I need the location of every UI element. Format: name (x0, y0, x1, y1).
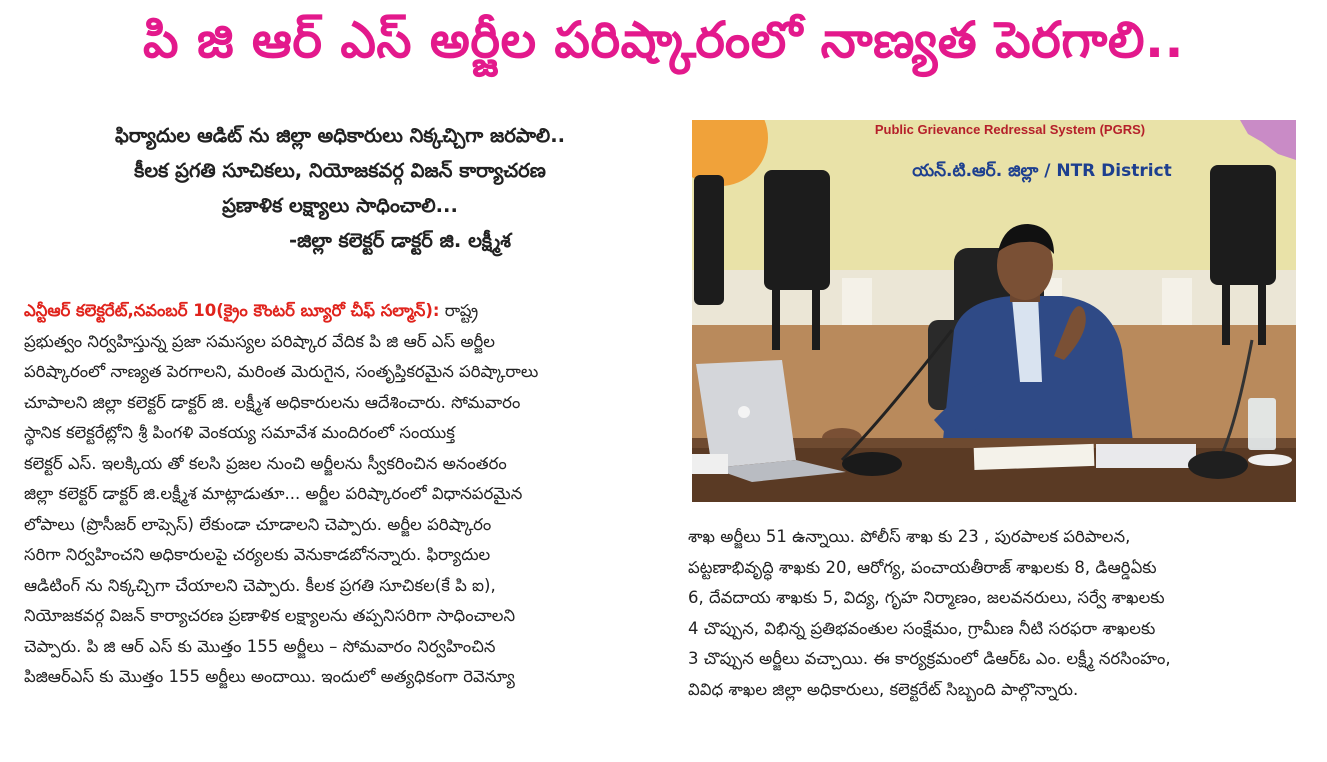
body-line: శాఖ అర్జీలు 51 ఉన్నాయి. పోలీస్ శాఖ కు 23 , పురపాలక పరిపాలన, (688, 527, 1131, 546)
body-line: పరిష్కారంలో నాణ్యత పెరగాలని, మరింత మెరుగైన, సంతృప్తికరమైన పరిష్కారాలు (24, 362, 539, 381)
photo-water-glass (1248, 398, 1276, 450)
news-photo (692, 120, 1296, 502)
photo-papers (1096, 444, 1196, 468)
body-line: 6, దేవదాయ శాఖకు 5, విద్య, గృహ నిర్మాణం, జలవనరులు, సర్వే శాఖలకు (688, 588, 1165, 607)
body-line: కలెక్టర్ ఎస్. ఇలక్కియ తో కలసి ప్రజల నుంచి అర్జీలను స్వీకరించిన అనంతరం (24, 453, 507, 473)
photo-papers (692, 454, 728, 474)
body-line: పిజిఆర్ఎస్ కు మొత్తం 155 అర్జీలు అందాయి. ఇందులో అత్యధికంగా రెవెన్యూ (24, 667, 515, 686)
first-line-text: రాష్ట్ర (439, 301, 479, 320)
photo-wall-panel (1162, 278, 1192, 326)
body-line: 4 చొప్పున, విభిన్న ప్రతిభవంతుల సంక్షేమం, గ్రామీణ నీటి సరఫరా శాఖలకు (688, 618, 1156, 638)
subheading-attribution: -జిల్లా కలెక్టర్ డాక్టర్ జి. లక్ష్మీశ (288, 229, 512, 252)
photo-illustration (692, 120, 1296, 502)
subheadings (20, 118, 660, 258)
body-line: చెప్పారు. పి జి ఆర్ ఎస్ కు మొత్తం 155 అర్జీలు – సోమవారం నిర్వహించిన (24, 636, 496, 656)
body-line: 3 చొప్పున అర్జీలు వచ్చాయి. ఈ కార్యక్రమంలో డిఆర్ఓ ఎం. లక్ష్మీ నరసింహం, (688, 649, 1171, 668)
subheading-line: కీలక ప్రగతి సూచికలు, నియోజకవర్గ విజన్ కార్యాచరణ (134, 159, 546, 182)
body-line: పట్టణాభివృద్ధి శాఖకు 20, ఆరోగ్య, పంచాయతీరాజ్ శాఖలకు 8, డిఆర్డిఏకు (688, 557, 1157, 577)
body-line: స్థానిక కలెక్టరేట్లోని శ్రీ పింగళి వెంకయ్య సమావేశ మందిరంలో సంయుక్త (24, 423, 455, 442)
article-body-left-column (24, 296, 650, 693)
photo-banner-district: యన్.టి.ఆర్. జిల్లా / NTR District (912, 161, 1172, 181)
photo-papers (974, 444, 1095, 470)
body-line: జిల్లా కలెక్టర్ డాక్టర్ జి.లక్ష్మీశ మాట్లాడుతూ... అర్జీల పరిష్కారంలో విధానపరమైన (24, 484, 523, 503)
article-first-line (24, 296, 650, 327)
body-line: వివిధ శాఖల జిల్లా అధికారులు, కలెక్టరేట్ సిబ్బంది పాల్గొన్నారు. (688, 679, 1079, 699)
photo-saucer (1248, 454, 1292, 466)
body-line: చూపాలని జిల్లా కలెక్టర్ డాక్టర్ జి. లక్ష్మీశ అధికారులను ఆదేశించారు. సోమవారం (24, 392, 521, 412)
article-body-right-column (688, 522, 1300, 705)
headline: పి జి ఆర్ ఎస్ అర్జీల పరిష్కారంలో నాణ్యత పెరగాలి.. (143, 10, 1184, 69)
dateline: ఎన్టీఆర్ కలెక్టరేట్,నవంబర్ 10(క్రైం కౌంటర్ బ్యూరో చీఫ్ సల్మాన్): (24, 301, 440, 320)
body-line: సరిగా నిర్వహించని అధికారులపై చర్యలకు వెనుకాడబోనన్నారు. ఫిర్యాదుల (24, 545, 491, 564)
photo-wall-panel (842, 278, 872, 326)
subheading-line: ఫిర్యాదుల ఆడిట్ ను జిల్లా అధికారులు నిక్కచ్చిగా జరపాలి.. (114, 124, 566, 147)
body-line: నియోజకవర్గ విజన్ కార్యాచరణ ప్రణాళిక లక్ష్యాలను తప్పనిసరిగా సాధించాలని (24, 606, 516, 625)
photo-banner-title: Public Grievance Redressal System (PGRS) (874, 122, 1146, 137)
body-line: ప్రభుత్వం నిర్వహిస్తున్న ప్రజా సమస్యల పరిష్కార వేదిక పి జి ఆర్ ఎస్ అర్జీల (24, 331, 496, 351)
body-line: లోపాలు (ప్రొసీజర్ లాప్సెస్) లేకుండా చూడాలని చెప్పారు. అర్జీల పరిష్కారం (24, 514, 492, 534)
body-line: ఆడిటింగ్ ను నిక్కచ్చిగా చేయాలని చెప్పారు. కీలక ప్రగతి సూచికల(కే పి ఐ), (24, 575, 496, 595)
subheading-line: ప్రణాళిక లక్ష్యాలు సాధించాలి... (222, 194, 458, 217)
